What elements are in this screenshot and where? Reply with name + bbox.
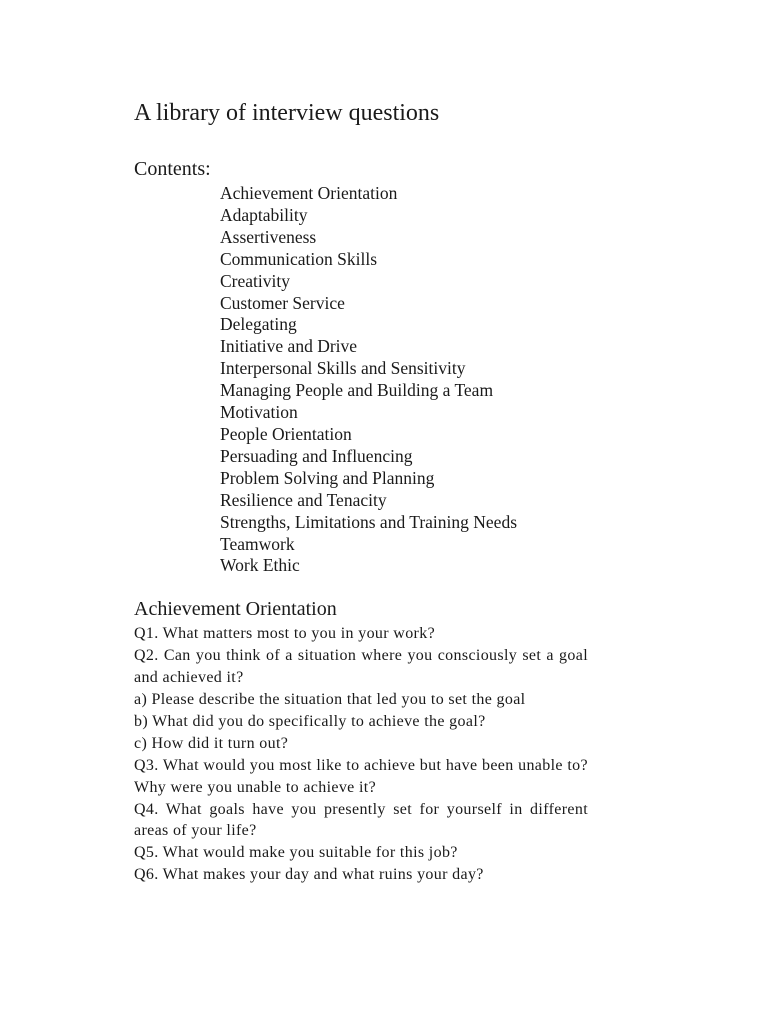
toc-item: Resilience and Tenacity: [220, 489, 387, 510]
toc-item: Initiative and Drive: [220, 336, 358, 357]
question-item: Q6. What makes your day and what ruins your day?: [134, 866, 484, 884]
contents-heading: Contents:: [134, 158, 211, 180]
toc-item: Creativity: [220, 270, 290, 291]
toc-item: Delegating: [220, 314, 297, 335]
question-item: Q4. What goals have you presently set for yourself in different areas of your life?: [134, 800, 588, 840]
toc-item: Teamwork: [220, 533, 295, 554]
toc-item: Communication Skills: [220, 248, 378, 269]
document-page: [134, 96, 588, 886]
toc-item: Assertiveness: [220, 226, 317, 247]
document-title: A library of interview questions: [134, 100, 440, 126]
question-item: Q2. Can you think of a situation where you consciously set a goal and achieved it?: [134, 647, 588, 687]
question-subitem: a) Please describe the situation that led you to set the goal: [134, 691, 526, 709]
question-item: Q1. What matters most to you in your work?: [134, 625, 436, 643]
toc-item: Adaptability: [220, 204, 308, 225]
toc-item: Work Ethic: [220, 555, 300, 576]
question-subitem: c) How did it turn out?: [134, 734, 289, 752]
table-of-contents: [134, 183, 588, 577]
toc-item: Managing People and Building a Team: [220, 380, 494, 401]
question-item: Q3. What would you most like to achieve but have been unable to? Why were you unable to achieve it?: [134, 756, 588, 796]
question-list: [134, 623, 588, 886]
toc-item: Strengths, Limitations and Training Needs: [220, 511, 518, 532]
toc-item: Customer Service: [220, 292, 345, 313]
section-heading: Achievement Orientation: [134, 598, 337, 621]
toc-item: Problem Solving and Planning: [220, 467, 435, 488]
question-subitem: b) What did you do specifically to achieve the goal?: [134, 712, 486, 730]
toc-item: Persuading and Influencing: [220, 445, 413, 466]
toc-item: Achievement Orientation: [220, 183, 398, 203]
question-item: Q5. What would make you suitable for this job?: [134, 844, 458, 862]
toc-item: People Orientation: [220, 423, 352, 444]
toc-item: Motivation: [220, 402, 298, 423]
toc-item: Interpersonal Skills and Sensitivity: [220, 358, 466, 379]
